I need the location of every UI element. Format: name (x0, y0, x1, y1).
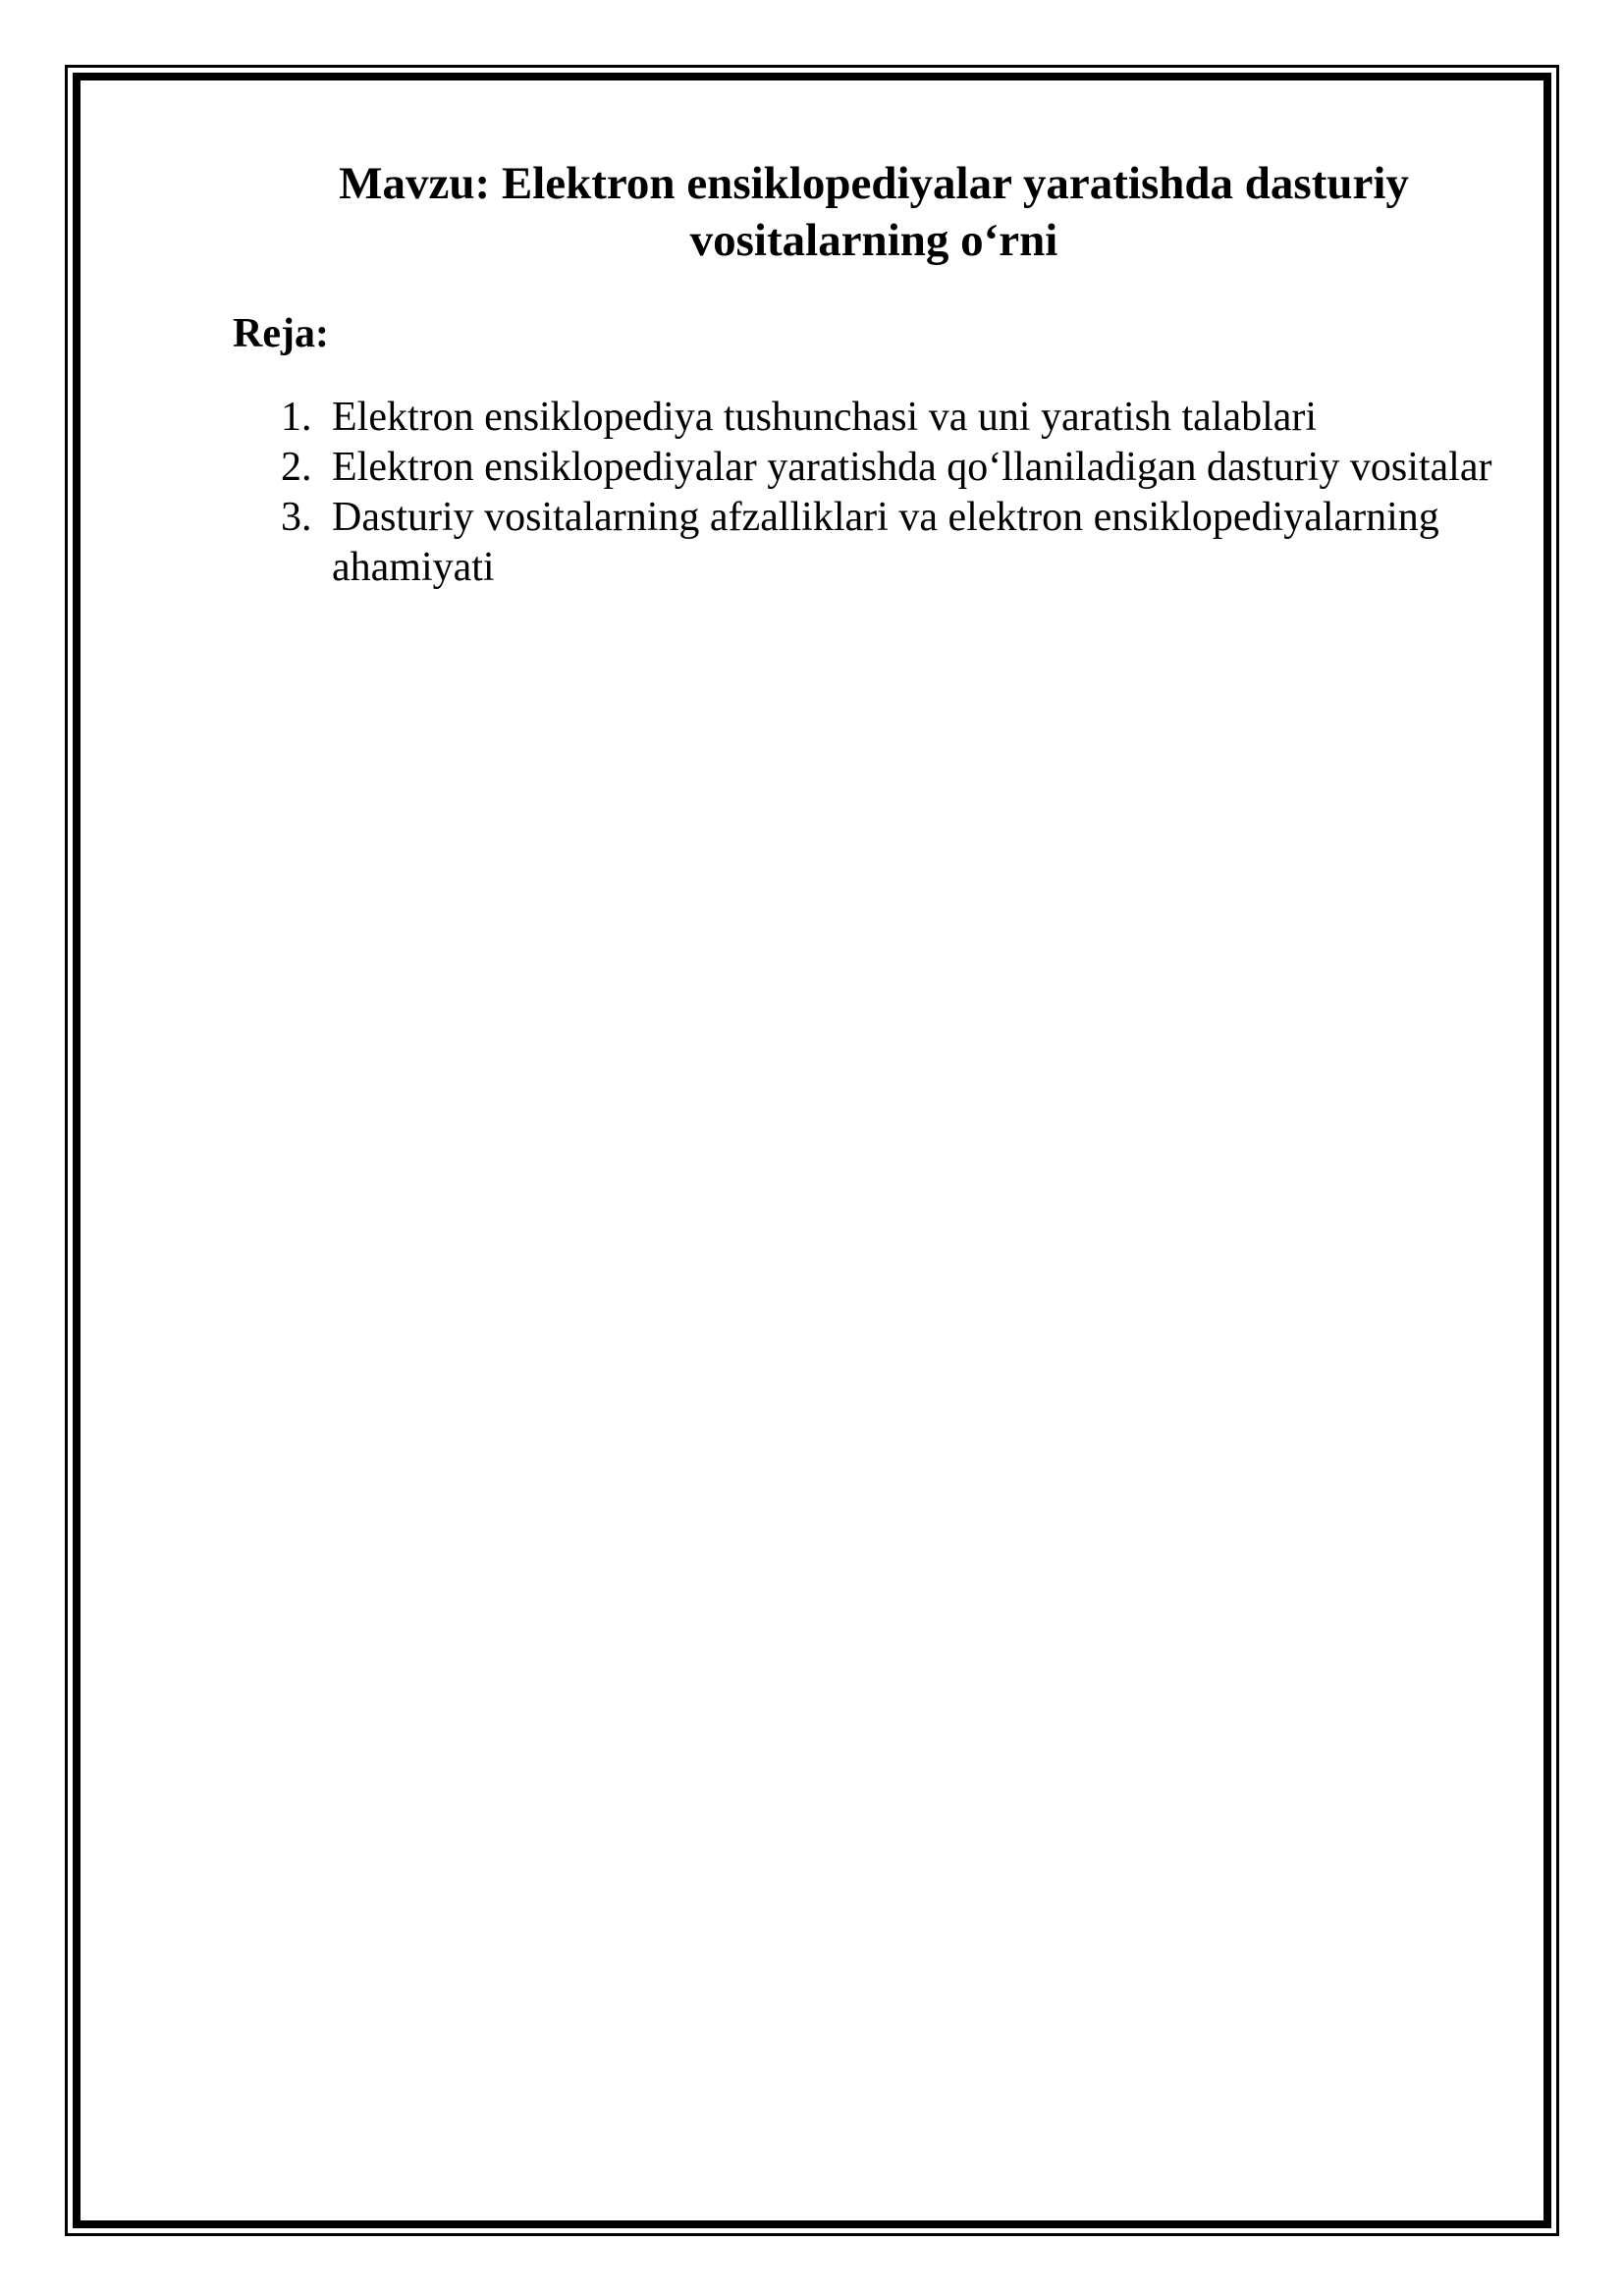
document-title: Mavzu: Elektron ensiklopediyalar yaratishda dasturiy vositalarning o‘rni (339, 158, 1409, 266)
plan-item-text: Elektron ensiklopediyalar yaratishda qo‘llaniladigan dasturiy vositalar (332, 445, 1492, 490)
plan-item-number: 1. (281, 395, 312, 440)
plan-item-number: 2. (281, 445, 312, 490)
plan-item-2 (275, 443, 1532, 493)
plan-item-text: Dasturiy vositalarning afzalliklari va elektron ensiklopediyalarning ahamiyati (332, 495, 1439, 590)
plan-item-number: 3. (281, 495, 312, 540)
plan-heading: Reja: (233, 311, 329, 356)
plan-item-text: Elektron ensiklopediya tushunchasi va uni yaratish talablari (332, 395, 1318, 440)
plan-list (275, 393, 1532, 593)
plan-item-1 (275, 393, 1532, 443)
plan-item-3 (275, 493, 1532, 593)
